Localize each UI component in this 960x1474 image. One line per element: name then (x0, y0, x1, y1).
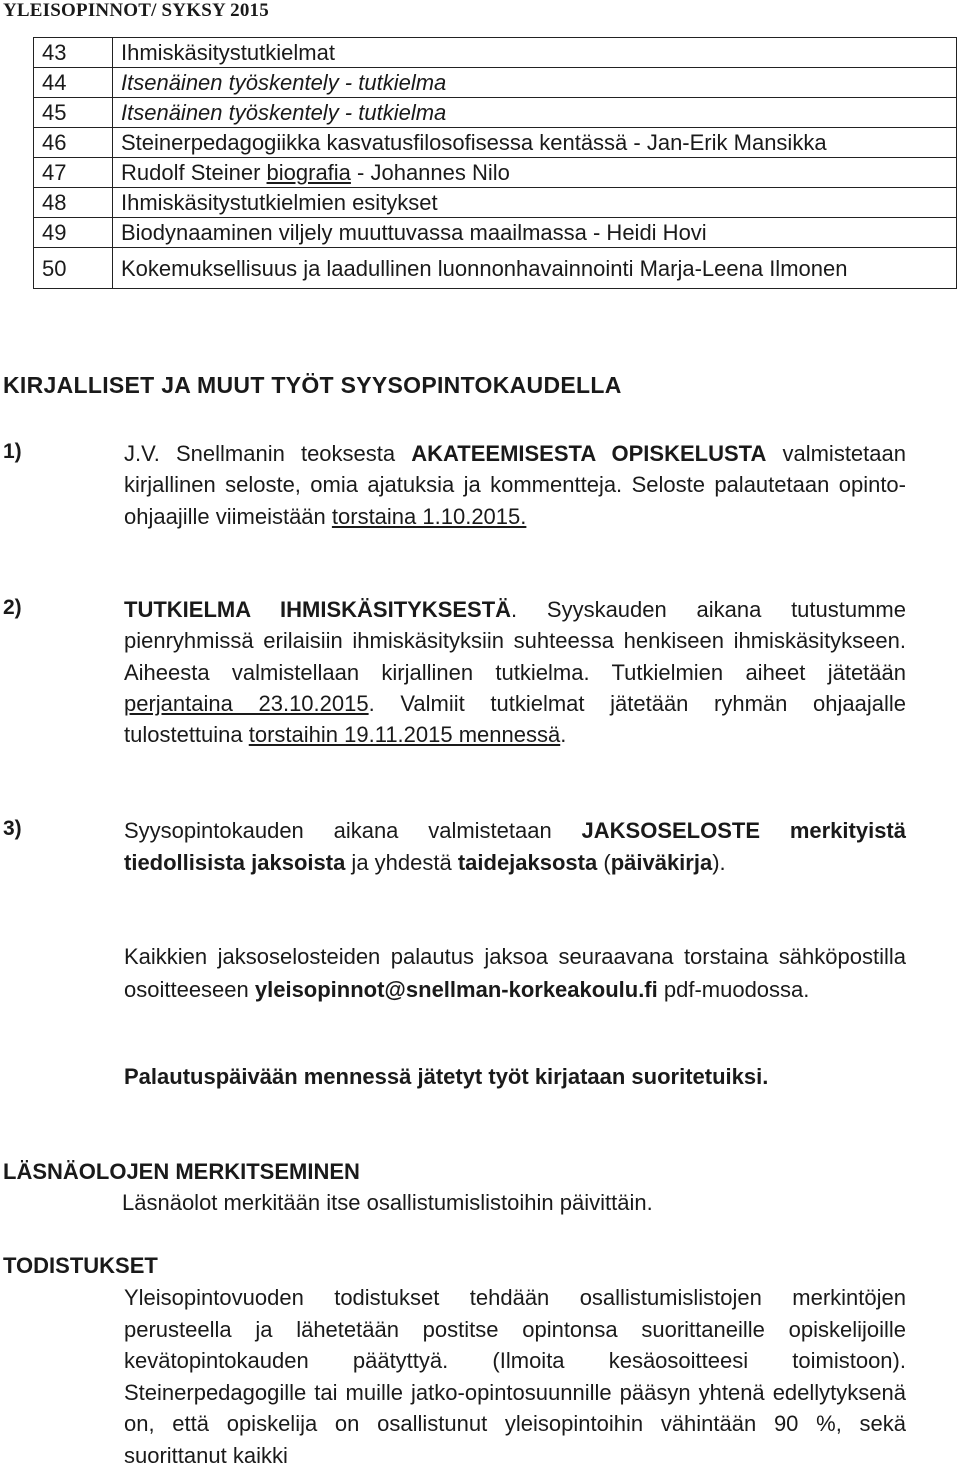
item-heading: JAKSOSELOSTE merkityistä tiedollisista jaksoista (124, 818, 906, 875)
topic-underlined: biografia (266, 160, 351, 185)
item-text: . (560, 722, 567, 748)
table-row (34, 218, 957, 248)
row-number: 48 (34, 188, 113, 218)
deadline: torstaina 1.10.2015. (331, 503, 527, 529)
attendance-heading: LÄSNÄOLOJEN MERKITSEMINEN (3, 1159, 360, 1184)
table-row (34, 188, 957, 218)
deadline: torstaihin 19.11.2015 mennessä (248, 722, 561, 748)
topic-text: Rudolf Steiner (121, 160, 267, 185)
assignment-item (124, 594, 906, 750)
row-number: 45 (34, 98, 113, 128)
row-topic: Biodynaaminen viljely muuttuvassa maailmassa - Heidi Hovi (113, 218, 957, 248)
attendance-text: Läsnäolot merkitään itse osallistumislistoihin päivittäin. (122, 1190, 653, 1215)
table-row (34, 68, 957, 98)
table-row (34, 248, 957, 289)
assignment-item (124, 438, 906, 532)
paragraph-text: Kaikkien jaksoselosteiden palautus jaksoa seuraavana torstaina sähköpostilla osoitteeseen (124, 944, 906, 1002)
paragraph-text: pdf-muodossa. (657, 976, 810, 1002)
email-address: yleisopinnot@snellman-korkeakoulu.fi (254, 976, 658, 1002)
schedule-table (33, 37, 957, 289)
section-title: KIRJALLISET JA MUUT TYÖT SYYSOPINTOKAUDELLA (3, 372, 622, 398)
row-number: 49 (34, 218, 113, 248)
item-text: . Valmiit tutkielmat jätetään ryhmän ohjaajalle tulostettuina (124, 690, 906, 748)
table-row (34, 38, 957, 68)
item-heading: TUTKIELMA IHMISKÄSITYKSESTÄ (124, 597, 512, 622)
running-head: YLEISOPINNOT/ SYKSY 2015 (3, 0, 269, 21)
item-heading: päiväkirja (610, 850, 713, 875)
topic-text: - Johannes Nilo (350, 160, 510, 185)
row-topic: Ihmiskäsitystutkielmien esitykset (113, 188, 957, 218)
item-text: ). (712, 850, 726, 875)
deadline: perjantaina 23.10.2015 (124, 690, 369, 716)
item-text: . Syyskauden aikana tutustumme pienryhmissä erilaisiin ihmiskäsityksiin suhteessa henkiseen ihmiskäsitykseen. Aiheesta valmistellaan kirjallinen tutkielma. Tutkielmien aiheet jätetään (124, 597, 906, 685)
item-text: J.V. Snellmanin teoksesta (124, 441, 412, 466)
item-number: 3) (3, 817, 22, 840)
row-number: 50 (34, 248, 113, 289)
row-number: 46 (34, 128, 113, 158)
notice: Palautuspäivään mennessä jätetyt työt kirjataan suoritetuiksi. (124, 1064, 769, 1089)
table-row (34, 158, 957, 188)
book-title: AKATEEMISESTA OPISKELUSTA (411, 441, 767, 466)
certificates-heading: TODISTUKSET (3, 1253, 158, 1278)
row-topic: Kokemuksellisuus ja laadullinen luonnonhavainnointi Marja-Leena Ilmonen (113, 248, 957, 289)
assignment-item (124, 815, 906, 879)
row-topic: Ihmiskäsitystutkielmat (113, 38, 957, 68)
row-topic: Steinerpedagogiikka kasvatusfilosofisessa kentässä - Jan-Erik Mansikka (113, 128, 957, 158)
item-number: 1) (3, 440, 22, 463)
return-instructions (124, 941, 906, 1006)
row-topic (113, 158, 957, 188)
row-topic: Itsenäinen työskentely - tutkielma (113, 98, 957, 128)
row-topic: Itsenäinen työskentely - tutkielma (113, 68, 957, 98)
item-text: ja yhdestä (345, 850, 458, 875)
item-text: Syysopintokauden aikana valmistetaan (124, 818, 582, 843)
item-heading: taidejaksosta (457, 850, 598, 875)
table-row (34, 98, 957, 128)
item-number: 2) (3, 596, 22, 619)
item-text: ( (597, 850, 611, 875)
row-number: 47 (34, 158, 113, 188)
item-text: valmistetaan kirjallinen seloste, omia ajatuksia ja kommentteja. Seloste palautetaan opinto-ohjaajille viimeistään (124, 441, 906, 529)
certificates-text: Yleisopintovuoden todistukset tehdään osallistumislistojen merkintöjen perusteella ja lähetetään postitse opintonsa suorittaneille opiskelijoille kevätopintokauden päätyttyä. (Ilmoita kesäosoitteesi toimistoon). Steinerpedagogille tai muille jatko-opintosuunnille pääsyn yhtenä edellytyksenä on, että opiskelija on osallistunut yleisopintoihin vähintään 90 %, sekä suorittanut kaikki (124, 1285, 906, 1468)
row-number: 44 (34, 68, 113, 98)
table-row (34, 128, 957, 158)
row-number: 43 (34, 38, 113, 68)
